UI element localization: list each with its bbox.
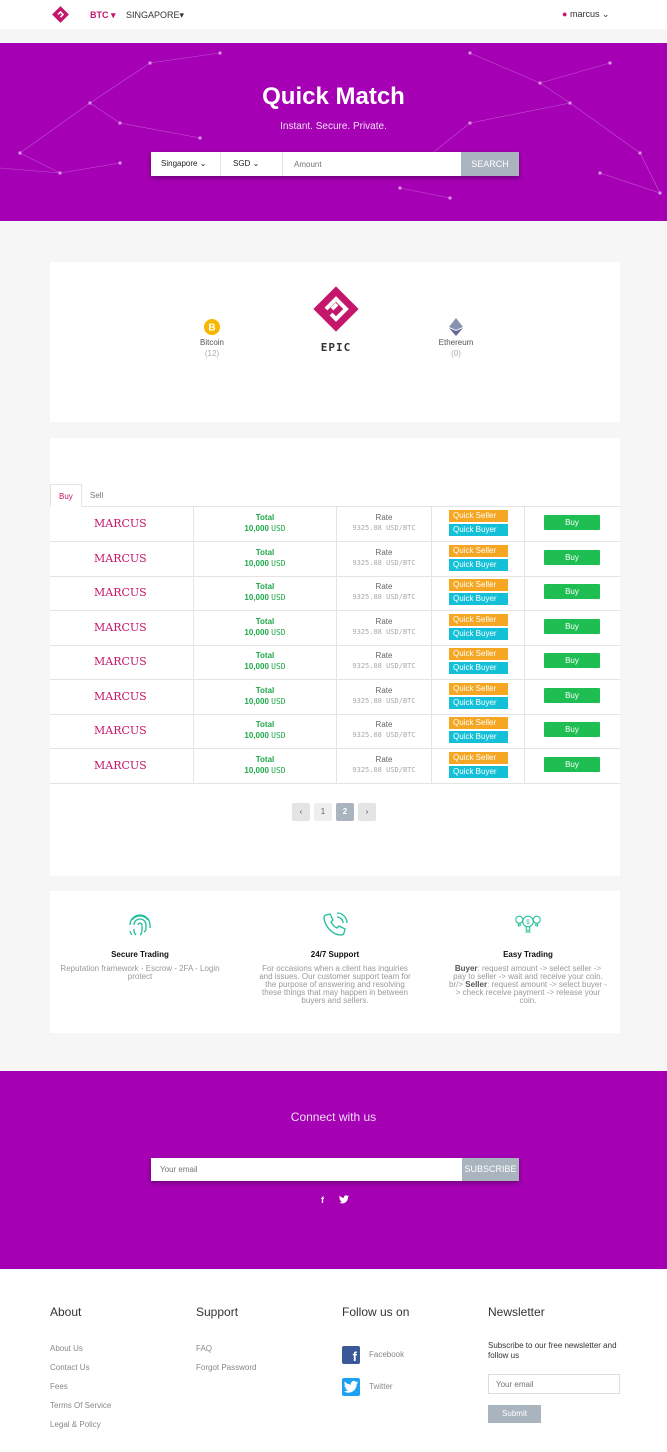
features-panel bbox=[50, 891, 620, 1033]
quick-buyer-badge: Quick Buyer bbox=[449, 662, 508, 674]
rate-value: 9325.88 USD/BTC bbox=[352, 731, 416, 739]
currency-value: SGD bbox=[233, 159, 251, 168]
footer-about-title: About bbox=[50, 1305, 82, 1319]
rate-cell bbox=[336, 576, 431, 610]
rate-value: 9325.88 USD/BTC bbox=[352, 697, 416, 705]
chevron-down-icon: ▾ bbox=[179, 10, 185, 20]
rate-label: Rate bbox=[375, 755, 393, 764]
feature-title: Easy Trading bbox=[503, 950, 553, 959]
quick-buyer-badge: Quick Buyer bbox=[449, 766, 508, 778]
country-value: Singapore bbox=[161, 159, 198, 168]
total-cell bbox=[193, 680, 336, 714]
buyer-label: Buyer bbox=[454, 964, 478, 973]
feature-text bbox=[448, 965, 608, 1005]
quick-buyer-badge: Quick Buyer bbox=[449, 524, 508, 536]
total-label: Total bbox=[255, 617, 275, 626]
svg-text:B: B bbox=[208, 322, 216, 334]
total-amount: 10,000 bbox=[244, 628, 269, 637]
total-amount: 10,000 bbox=[244, 697, 269, 706]
coin-name: Bitcoin bbox=[199, 338, 224, 347]
quick-search-bar bbox=[151, 152, 519, 176]
footer-newsletter-title: Newsletter bbox=[488, 1305, 545, 1319]
feature-title: Secure Trading bbox=[111, 950, 169, 959]
prev-page-button[interactable]: ‹ bbox=[292, 803, 310, 821]
chevron-down-icon: ⌄ bbox=[252, 159, 260, 168]
location-label: SINGAPORE bbox=[126, 10, 180, 20]
buy-button[interactable]: Buy bbox=[544, 550, 600, 565]
buy-button[interactable]: Buy bbox=[544, 688, 600, 703]
twitter-icon[interactable] bbox=[342, 1378, 360, 1396]
bulbs-icon bbox=[514, 911, 542, 939]
svg-text:$: $ bbox=[526, 919, 530, 927]
trader-name[interactable]: MARCUS bbox=[94, 552, 147, 565]
total-cell bbox=[193, 645, 336, 679]
epic-logo-icon bbox=[309, 282, 363, 336]
tag-cell bbox=[431, 542, 525, 576]
tag-cell bbox=[431, 645, 525, 679]
location-selector[interactable] bbox=[126, 10, 184, 21]
coin-count: (12) bbox=[204, 349, 220, 358]
rate-value: 9325.88 USD/BTC bbox=[352, 662, 416, 670]
coin-label: BTC bbox=[90, 10, 109, 20]
trader-name[interactable]: MARCUS bbox=[94, 586, 147, 599]
total-cell bbox=[193, 507, 336, 541]
coin-ethereum[interactable] bbox=[434, 318, 478, 358]
total-amount: 10,000 bbox=[244, 731, 269, 740]
user-name: marcus bbox=[569, 9, 600, 19]
quick-buyer-badge: Quick Buyer bbox=[449, 628, 508, 640]
coin-panel bbox=[50, 262, 620, 422]
total-amount: 10,000 bbox=[244, 524, 269, 533]
tag-cell bbox=[431, 680, 525, 714]
rate-cell bbox=[336, 714, 431, 748]
total-label: Total bbox=[255, 582, 275, 591]
quick-buyer-badge: Quick Buyer bbox=[449, 593, 508, 605]
top-nav bbox=[0, 0, 667, 29]
trader-name[interactable]: MARCUS bbox=[94, 690, 147, 703]
total-cell bbox=[193, 714, 336, 748]
amount-input[interactable] bbox=[284, 152, 461, 176]
trader-name[interactable]: MARCUS bbox=[94, 621, 147, 634]
total-cell bbox=[193, 576, 336, 610]
chevron-down-icon: ⌄ bbox=[601, 9, 610, 19]
footer-link-contact-us[interactable]: Contact Us bbox=[50, 1363, 90, 1372]
buy-button[interactable]: Buy bbox=[544, 584, 600, 599]
quick-seller-badge: Quick Seller bbox=[449, 614, 508, 626]
orders-panel bbox=[50, 438, 620, 876]
connect-title: Connect with us bbox=[290, 1110, 377, 1124]
rate-cell bbox=[336, 749, 431, 783]
order-row bbox=[50, 680, 620, 715]
seller-text: : request amount -> select buyer -> check receive payment -> release your coin. bbox=[455, 980, 607, 1005]
facebook-icon[interactable]: f bbox=[321, 1195, 324, 1205]
rate-label: Rate bbox=[375, 720, 393, 729]
hero-subtitle: Instant. Secure. Private. bbox=[280, 121, 387, 132]
feature-text: For occasions when a client has inquiries and issues. Our customer support team for the purpose of answering and resolving these things that may happen in between buyers and sellers. bbox=[259, 964, 411, 1005]
total-currency: USD bbox=[271, 524, 286, 533]
total-cell bbox=[193, 611, 336, 645]
page-button[interactable]: 1 bbox=[314, 803, 332, 821]
order-row bbox=[50, 542, 620, 577]
rate-cell bbox=[336, 507, 431, 541]
rate-label: Rate bbox=[375, 686, 393, 695]
globe-icon: ● bbox=[562, 9, 568, 19]
hero-banner bbox=[0, 43, 667, 221]
footer-link-legal[interactable]: Legal & Policy bbox=[50, 1420, 101, 1429]
buyer-text: : request amount -> select seller -> pay to seller -> wait and receive your coin. bbox=[453, 964, 603, 981]
chevron-down-icon: ▾ bbox=[111, 10, 116, 20]
tag-cell bbox=[431, 611, 525, 645]
country-select[interactable] bbox=[151, 152, 221, 176]
total-label: Total bbox=[255, 513, 275, 522]
rate-value: 9325.88 USD/BTC bbox=[352, 766, 416, 774]
quick-buyer-badge: Quick Buyer bbox=[449, 731, 508, 743]
tab-buy[interactable]: Buy bbox=[50, 484, 82, 507]
quick-buyer-badge: Quick Buyer bbox=[449, 559, 508, 571]
buy-button[interactable]: Buy bbox=[544, 515, 600, 530]
rate-value: 9325.88 USD/BTC bbox=[352, 628, 416, 636]
rate-value: 9325.88 USD/BTC bbox=[352, 559, 416, 567]
rate-value: 9325.88 USD/BTC bbox=[352, 593, 416, 601]
newsletter-email-input[interactable] bbox=[488, 1374, 620, 1394]
trader-name[interactable]: MARCUS bbox=[94, 517, 147, 530]
brand-name: EPIC bbox=[320, 341, 352, 354]
total-cell bbox=[193, 542, 336, 576]
buy-button[interactable]: Buy bbox=[544, 619, 600, 634]
total-label: Total bbox=[255, 720, 275, 729]
footer-link-terms[interactable]: Terms Of Service bbox=[50, 1401, 112, 1410]
chevron-down-icon: ⌄ bbox=[199, 159, 207, 168]
order-row bbox=[50, 714, 620, 749]
order-row bbox=[50, 645, 620, 680]
total-label: Total bbox=[255, 755, 275, 764]
coin-bitcoin[interactable] bbox=[194, 319, 230, 358]
tag-cell bbox=[431, 507, 525, 541]
order-tabs bbox=[50, 484, 620, 507]
quick-buyer-badge: Quick Buyer bbox=[449, 697, 508, 709]
newsletter-submit-button[interactable]: Submit bbox=[488, 1405, 541, 1423]
seller-label: Seller bbox=[465, 980, 488, 989]
user-menu[interactable] bbox=[562, 9, 610, 20]
subscribe-form bbox=[151, 1158, 519, 1181]
coin-count: (0) bbox=[451, 349, 461, 358]
order-row bbox=[50, 576, 620, 611]
quick-seller-badge: Quick Seller bbox=[449, 648, 508, 660]
feature-text: Reputation framework - Escrow - 2FA - Login protect bbox=[60, 964, 220, 981]
total-cell bbox=[193, 749, 336, 783]
tab-sell[interactable]: Sell bbox=[90, 491, 104, 500]
footer-link-about-us[interactable]: About Us bbox=[50, 1344, 83, 1353]
rate-label: Rate bbox=[375, 548, 393, 557]
total-amount: 10,000 bbox=[244, 662, 269, 671]
total-currency: USD bbox=[271, 593, 286, 602]
fingerprint-icon bbox=[126, 911, 154, 939]
buy-button[interactable]: Buy bbox=[544, 757, 600, 772]
total-currency: USD bbox=[271, 697, 286, 706]
next-page-button[interactable]: › bbox=[358, 803, 376, 821]
total-label: Total bbox=[255, 548, 275, 557]
footer-follow-title: Follow us on bbox=[342, 1305, 410, 1319]
twitter-icon[interactable] bbox=[339, 1195, 349, 1204]
quick-seller-badge: Quick Seller bbox=[449, 752, 508, 764]
quick-seller-badge: Quick Seller bbox=[449, 545, 508, 557]
quick-seller-badge: Quick Seller bbox=[449, 579, 508, 591]
total-amount: 10,000 bbox=[244, 593, 269, 602]
footer-link-forgot-password[interactable]: Forgot Password bbox=[196, 1363, 257, 1372]
total-currency: USD bbox=[271, 731, 286, 740]
trader-name[interactable]: MARCUS bbox=[94, 655, 147, 668]
footer-link-twitter[interactable]: Twitter bbox=[369, 1382, 393, 1391]
footer-link-faq[interactable]: FAQ bbox=[196, 1344, 213, 1353]
total-label: Total bbox=[255, 651, 275, 660]
bitcoin-icon bbox=[204, 319, 220, 335]
order-row bbox=[50, 749, 620, 784]
rate-label: Rate bbox=[375, 617, 393, 626]
order-row bbox=[50, 507, 620, 542]
total-currency: USD bbox=[271, 766, 286, 775]
total-amount: 10,000 bbox=[244, 766, 269, 775]
total-currency: USD bbox=[271, 628, 286, 637]
feature-title: 24/7 Support bbox=[310, 950, 360, 959]
feature-support bbox=[255, 891, 415, 1005]
epic-brand bbox=[309, 282, 363, 354]
tag-cell bbox=[431, 749, 525, 783]
tag-cell bbox=[431, 576, 525, 610]
rate-label: Rate bbox=[375, 513, 393, 522]
rate-cell bbox=[336, 611, 431, 645]
tag-cell bbox=[431, 714, 525, 748]
epic-logo-icon[interactable] bbox=[52, 6, 69, 23]
coin-name: Ethereum bbox=[438, 338, 474, 347]
rate-label: Rate bbox=[375, 582, 393, 591]
subscribe-button[interactable]: SUBSCRIBE bbox=[462, 1158, 519, 1181]
order-row bbox=[50, 611, 620, 646]
phone-support-icon bbox=[321, 911, 349, 939]
facebook-icon[interactable]: f bbox=[342, 1346, 360, 1364]
stray-markup: br/> bbox=[449, 980, 464, 989]
quick-seller-badge: Quick Seller bbox=[449, 717, 508, 729]
feature-easy bbox=[448, 891, 608, 1005]
rate-value: 9325.88 USD/BTC bbox=[352, 524, 416, 532]
total-amount: 10,000 bbox=[244, 559, 269, 568]
connect-section bbox=[0, 1071, 667, 1269]
hero-title: Quick Match bbox=[262, 83, 405, 110]
page-button-active[interactable]: 2 bbox=[336, 803, 354, 821]
currency-select[interactable] bbox=[221, 152, 283, 176]
email-input[interactable] bbox=[151, 1158, 462, 1181]
footer-link-fees[interactable]: Fees bbox=[50, 1382, 68, 1391]
total-label: Total bbox=[255, 686, 275, 695]
rate-cell bbox=[336, 645, 431, 679]
total-currency: USD bbox=[271, 559, 286, 568]
trader-name[interactable]: MARCUS bbox=[94, 759, 147, 772]
quick-seller-badge: Quick Seller bbox=[449, 510, 508, 522]
buy-button[interactable]: Buy bbox=[544, 653, 600, 668]
coin-selector[interactable] bbox=[90, 10, 116, 21]
newsletter-text: Subscribe to our free newsletter and follow us bbox=[488, 1341, 617, 1360]
buy-button[interactable]: Buy bbox=[544, 722, 600, 737]
rate-cell bbox=[336, 680, 431, 714]
search-button[interactable]: SEARCH bbox=[461, 152, 519, 176]
trader-name[interactable]: MARCUS bbox=[94, 724, 147, 737]
footer-link-facebook[interactable]: Facebook bbox=[369, 1350, 405, 1359]
rate-label: Rate bbox=[375, 651, 393, 660]
footer bbox=[0, 1270, 667, 1452]
rate-cell bbox=[336, 542, 431, 576]
feature-secure bbox=[60, 891, 220, 981]
network-background bbox=[0, 43, 667, 221]
total-currency: USD bbox=[271, 662, 286, 671]
quick-seller-badge: Quick Seller bbox=[449, 683, 508, 695]
footer-support-title: Support bbox=[196, 1305, 239, 1319]
ethereum-icon bbox=[449, 318, 463, 336]
